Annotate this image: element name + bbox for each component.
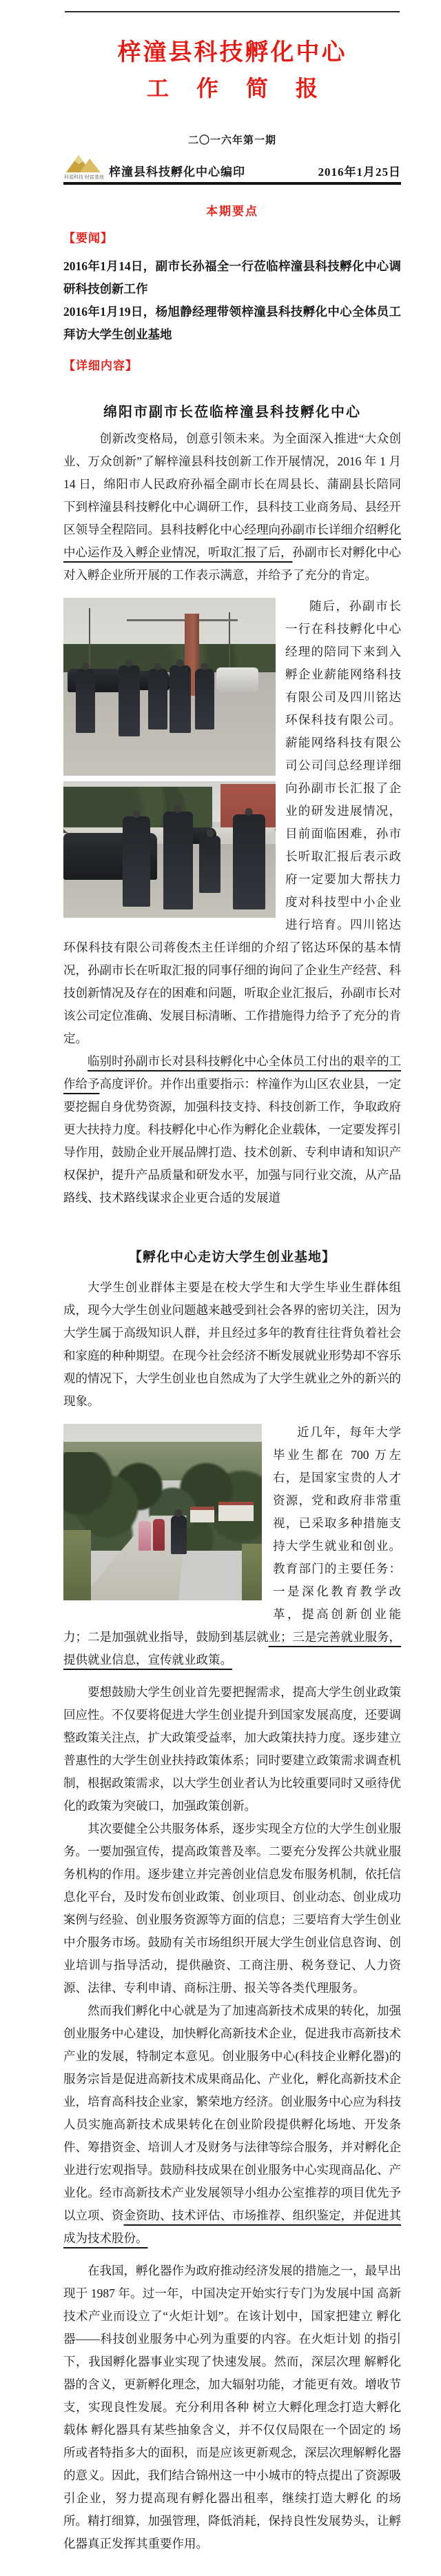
photo-handshake-car: [63, 781, 276, 918]
van: [216, 667, 259, 692]
person-pink: [139, 1521, 150, 1551]
masthead-divider: [63, 182, 401, 185]
gate-beam: [127, 619, 237, 621]
article1-title: 绵阳市副市长莅临梓潼县科技孵化中心: [103, 405, 361, 420]
publisher-row: [63, 152, 401, 181]
article1-photo-section: [63, 595, 401, 1209]
news-item: 2016年1月14日，副市长孙福全一行莅临梓潼县科技孵化中心调研科技创新工作: [63, 259, 401, 296]
article2-paragraph-6: 在我国，孵化器作为政府推动经济发展的措施之一，最早出现于 1987 年。过一年，中国决定开始实行专门为发展中国 高新技术产业而设立了“火炬计划”。在该计划中，国家把建立 孵化器——科技创业服务中心列为重要的内容。在火炬计划 的指引下，我国孵化器事业实现了快速发展。然而，深层次理 解孵化器的含义，更新孵化理念，加大辐射功能，才能更有效。增收节支，实现良性发展。充分利用各种 树立大孵化理念打造大孵化载体 孵化器具有某些抽象含义，并不仅仅局限在一个固定的 场所或者特指多大的面积，而是应该更新观念，深层次理解孵化器的意义。因此，我们结合锦州这一中小城市的特点提出了资源吸引企业，努力提高现有孵化器出租率，继续打造大孵化 的场所。精打细算，加强管理，降低消耗，保持良性发展势头，让孵化器真正发挥其重要作用。: [63, 2264, 401, 2550]
person-silhouette: [163, 812, 193, 910]
photo-inspection-walk: [63, 598, 276, 776]
article2-paragraph-2: 近几年，每年大学毕业生都在 700 万左右，是国家宝贵的人才资源，党和政府非常重视，已采取多种措施支持大学生就业和创业。教育部门的主要任务：一是深化教育教学改革，提高创新创业能力；二是加强就业指导，鼓励到基层就业；三是完善就业服务，提供就业信息，宣传就业政策。: [63, 1425, 401, 1667]
org-logo: [63, 152, 105, 181]
person-silhouette: [119, 665, 140, 736]
article2-paragraph-5: 然而我们孵化中心就是为了加速高新技术成果的转化，加强创业服务中心建设，加快孵化高新技术企业，促进我市高新技术产业的发展，特制定本意见。创业服务中心(科技企业孵化器)的服务宗旨是促进高新技术成果商品化、产业化，孵化高新技术企业，培育高科技企业家，繁荣地方经济。创业服务中心应为科技人员实施高新技术成果转化在创业阶段提供孵化场地、开发条件、筹措资金、培训人才及财务与法律等综合服务，并对孵化企业进行宏观指导。鼓励科技成果在创业服务中心实现商品化、产业化。经市高新技术产业发展领导小组办公室推荐的项目优先予以立项、资金资助、技术评估、市场推荐、组织鉴定，并促进其成为技术股份。: [63, 2004, 401, 2245]
article2-photo-section: [63, 1421, 401, 1671]
person-silhouette: [195, 669, 214, 729]
bulletin-title: 工 作 简 报: [146, 76, 329, 101]
person-silhouette: [123, 816, 150, 907]
person-silhouette: [76, 669, 95, 733]
article2-paragraph-4: 其次要健全公共服务体系，逐步实现全方位的大学生创业服务。一要加强宣传，提高政策普及率。二要充分发挥公共就业服务机构的作用。逐步建立并完善创业信息发布服务机制，依托信息化平台，及时发布创业政策、创业项目、创业动态、创业成功案例与经验、创业服务资源等方面的信息；三要培育大学生创业中介服务市场。鼓励有关市场组织开展大学生创业信息咨询、创业培训与指导活动，提供融资、工商注册、税务登记、人力资源、法律、专利申请、商标注册、报关等各类代理服务。: [63, 1822, 401, 1995]
person-red: [153, 1519, 165, 1551]
publisher-name: 梓潼县科技孵化中心编印: [109, 165, 245, 179]
utility-pole: [89, 608, 90, 672]
article2-paragraph-1: 大学生创业群体主要是在校大学生和大学生毕业生群体组成，现今大学生创业问题越来越受到社会各界的密切关注，因为大学生属于高级知识人群，并且经过多年的教育往往背负着社会和家庭的种种期望。在现今社会经济不断发展就业形势却不容乐观的情况下，大学生创业也自然成为了大学生就业之外的新兴的现象。: [63, 1280, 401, 1408]
issue-number: 二〇一六年第一期: [187, 135, 276, 146]
grass-bank: [242, 1544, 262, 1600]
farm-house: [218, 1502, 254, 1521]
article1-paragraph-3: 临别时孙副市长对县科技孵化中心全体员工付出的艰辛的工作给予高度评价。并作出重要指示：梓潼作为山区农业县，一定要挖掘自身优势资源，加强科技支持、科技创新工作，争取政府更大扶持力度。科技孵化中心作为孵化企业载体，一定要发挥引导作用，鼓励企业开展品牌打造、技术创新、专利申请和知识产权保护，提升产品质量和研发水平，加强与同行业交流，从产品路线、技术路线谋求企业更合适的发展道: [63, 1054, 401, 1205]
news-list: [63, 255, 401, 346]
highlights-title: 本期要点: [206, 205, 258, 218]
farm-house: [190, 1507, 214, 1522]
article1-paragraph-2: 随后，孙副市长一行在科技孵化中心经理的陪同下来到入孵企业薪能网络科技有限公司及四川铭达环保科技有限公司。薪能网络科技有限公司公司闫总经理详细向孙副市长汇报了企业的研发进展情况，目前面临困难，孙市长听取汇报后表示政府一定要加大帮扶力度对科技型中小企业进行培育。四川铭达环保科技有限公司蒋俊杰主任详细的介绍了铭达环保的基本情况，孙副市长在听取汇报的同事仔细的询问了企业生产经营、科技创新情况及存在的困难和问题，听取企业汇报后，孙副市长对该公司定位准确、发展目标清晰、工作措施得力给予了充分的肯定。: [63, 599, 401, 1045]
person-silhouette: [171, 1516, 187, 1554]
grass-bank: [63, 1530, 91, 1600]
top-divider: [65, 11, 400, 12]
photo-orchard-visit: [63, 1424, 262, 1600]
mountain-logo-icon: [65, 152, 103, 173]
article2-paragraph-3: 要想鼓励大学生创业首先要把握需求，提高大学生创业政策回应性。不仅要将促进大学生创业提升到国家发展高度，还要调整政策关注点，扩大政策受益率，加大政策扶持力度。逐步建立普惠性的大学生创业扶持政策体系；同时要建立政策需求调查机制，根据政策需求，以大学生创业者认为比较重要同时又亟待优化的政策为突破口，加强政策创新。: [63, 1685, 401, 1813]
publish-date: 2016年1月25日: [318, 165, 401, 179]
person-silhouette: [199, 836, 220, 893]
logo-caption: 科源科技 财富基地: [64, 174, 104, 180]
org-title: 梓潼县科技孵化中心: [117, 40, 347, 66]
article1-paragraph-1: 创新改变格局，创意引领未来。为全面深入推进“大众创业、万众创新”了解梓潼县科技创新工作开展情况，2016 年 1 月 14 日，绵阳市人民政府孙福全副市长在周县长、蒲副县长陪同下到梓潼县科技孵化中心调研工作，县科技工业商务局、县经开区领导全程陪同。县科技孵化中心经理向孙副市长详细介绍孵化中心运作及入孵企业情况，听取汇报了后，孙副市长对孵化中心对入孵企业所开展的工作表示满意，并给予了充分的肯定。: [63, 432, 401, 582]
detail-section-label: 【详细内容】: [63, 359, 138, 372]
article2-title: 【孵化中心走访大学生创业基地】: [128, 1250, 336, 1265]
person-silhouette: [148, 669, 167, 729]
person-silhouette: [170, 665, 191, 733]
news-section-label: 【要闻】: [63, 232, 113, 245]
news-item: 2016年1月19日，杨旭静经理带领梓潼县科技孵化中心全体员工拜访大学生创业基地: [63, 305, 401, 341]
person-silhouette: [233, 814, 265, 910]
